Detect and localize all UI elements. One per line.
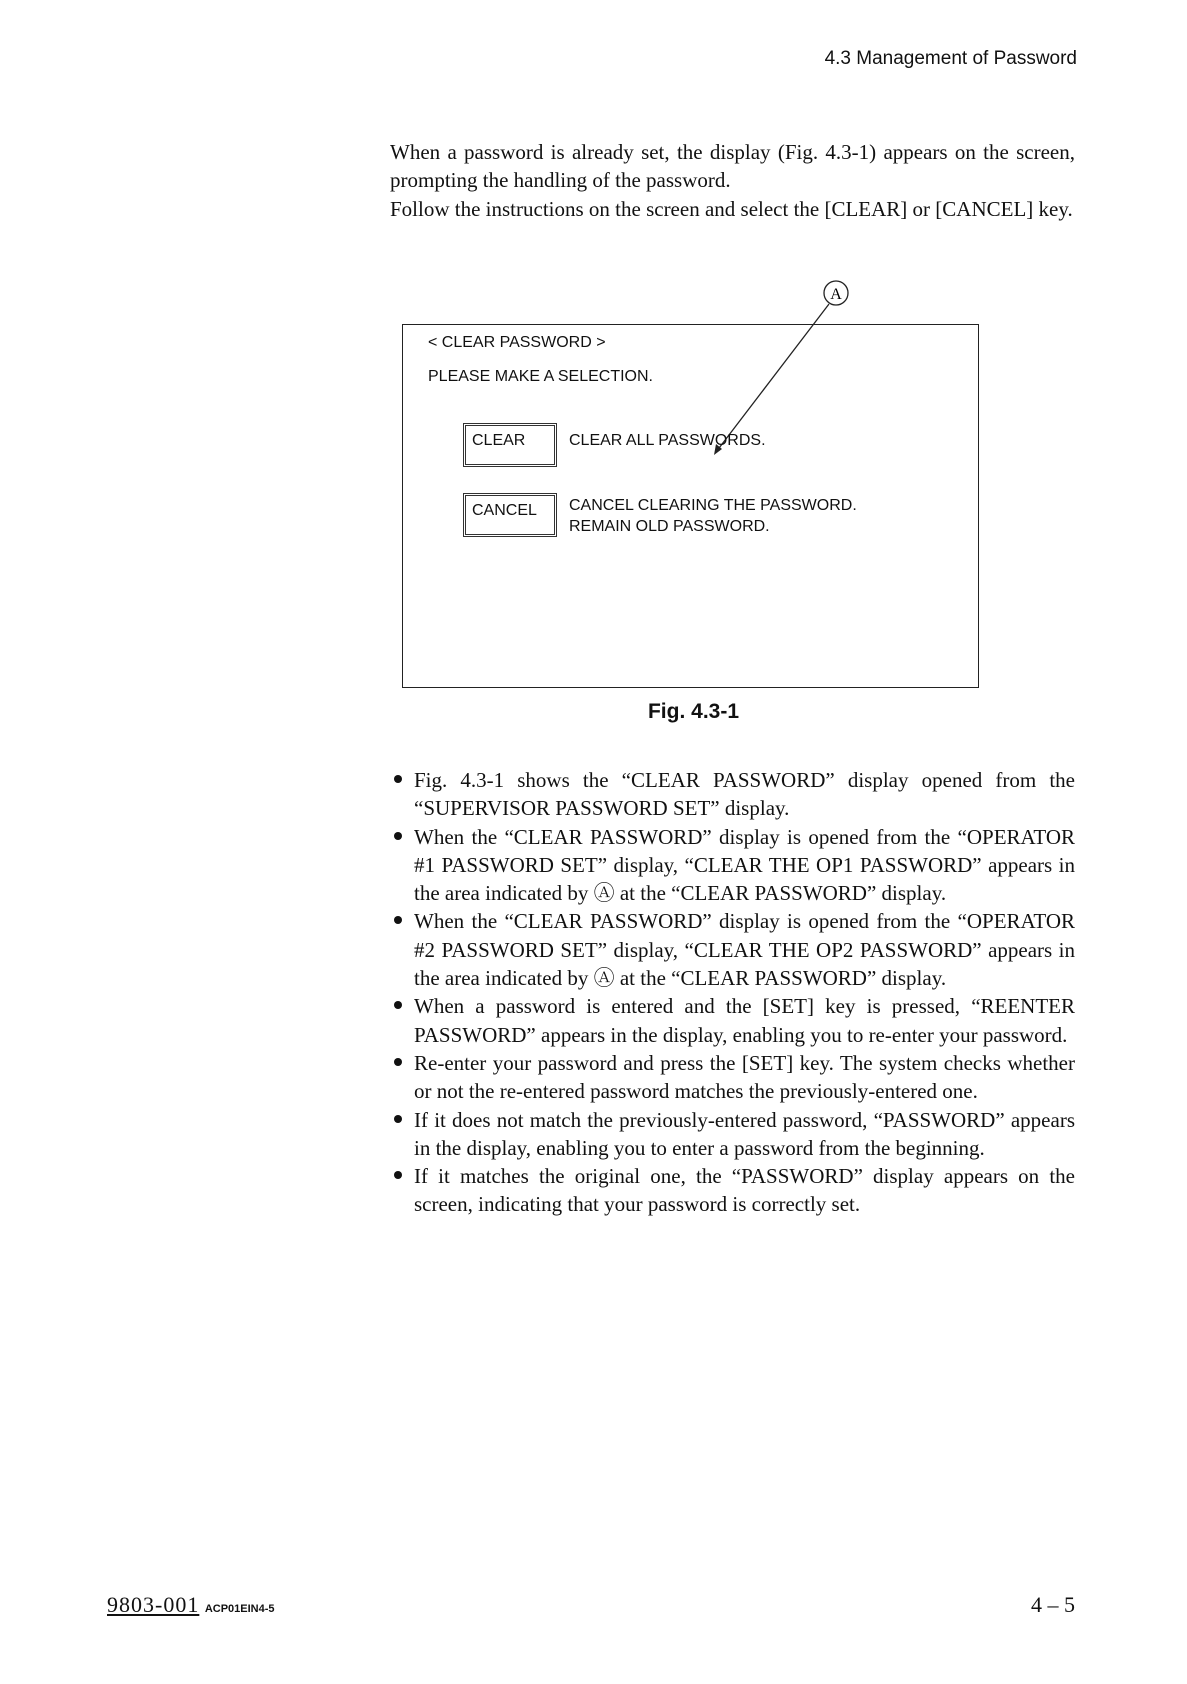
cancel-description: CANCEL CLEARING THE PASSWORD.	[569, 497, 857, 514]
cancel-description: REMAIN OLD PASSWORD.	[569, 518, 770, 535]
list-item: If it does not match the previously-entered password, “PASSWORD” appears in the display, enabling you to enter a password from the beginning.	[390, 1106, 1075, 1163]
list-item: When the “CLEAR PASSWORD” display is opened from the “OPERATOR #2 PASSWORD SET” display, “CLEAR THE OP2 PASSWORD” appears in the area indicated by Ⓐ at the “CLEAR PASSWORD” display.	[390, 907, 1075, 992]
list-item: When a password is entered and the [SET] key is pressed, “REENTER PASSWORD” appears in the display, enabling you to re-enter your password.	[390, 992, 1075, 1049]
clear-button[interactable]: CLEAR	[463, 423, 557, 467]
list-item: Fig. 4.3-1 shows the “CLEAR PASSWORD” display opened from the “SUPERVISOR PASSWORD SET” display.	[390, 766, 1075, 823]
figure-caption: Fig. 4.3-1	[647, 700, 740, 723]
screen-title: < CLEAR PASSWORD >	[428, 334, 606, 351]
bullet-list	[390, 766, 1075, 1219]
intro-paragraph: When a password is already set, the display (Fig. 4.3-1) appears on the screen, prompting the handling of the password.	[390, 140, 1075, 193]
section-header: 4.3 Management of Password	[824, 48, 1077, 69]
footer-doc-id	[107, 1592, 275, 1618]
cancel-button[interactable]: CANCEL	[463, 493, 557, 537]
doc-code: ACP01EIN4-5	[204, 1603, 275, 1615]
clear-password-screen	[402, 324, 979, 688]
screen-prompt: PLEASE MAKE A SELECTION.	[428, 368, 653, 385]
intro-paragraph: Follow the instructions on the screen and select the [CLEAR] or [CANCEL] key.	[390, 196, 1073, 221]
marker-label: A	[830, 286, 842, 303]
clear-description: CLEAR ALL PASSWORDS.	[569, 432, 766, 449]
list-item: When the “CLEAR PASSWORD” display is opened from the “OPERATOR #1 PASSWORD SET” display, “CLEAR THE OP1 PASSWORD” appears in the area indicated by Ⓐ at the “CLEAR PASSWORD” display.	[390, 823, 1075, 908]
list-item: Re-enter your password and press the [SET] key. The system checks whether or not the re-entered password matches the previously-entered one.	[390, 1049, 1075, 1106]
page-number: 4 – 5	[1031, 1592, 1075, 1617]
doc-number: 9803-001	[107, 1592, 200, 1617]
list-item: If it matches the original one, the “PASSWORD” display appears on the screen, indicating that your password is correctly set.	[390, 1162, 1075, 1219]
